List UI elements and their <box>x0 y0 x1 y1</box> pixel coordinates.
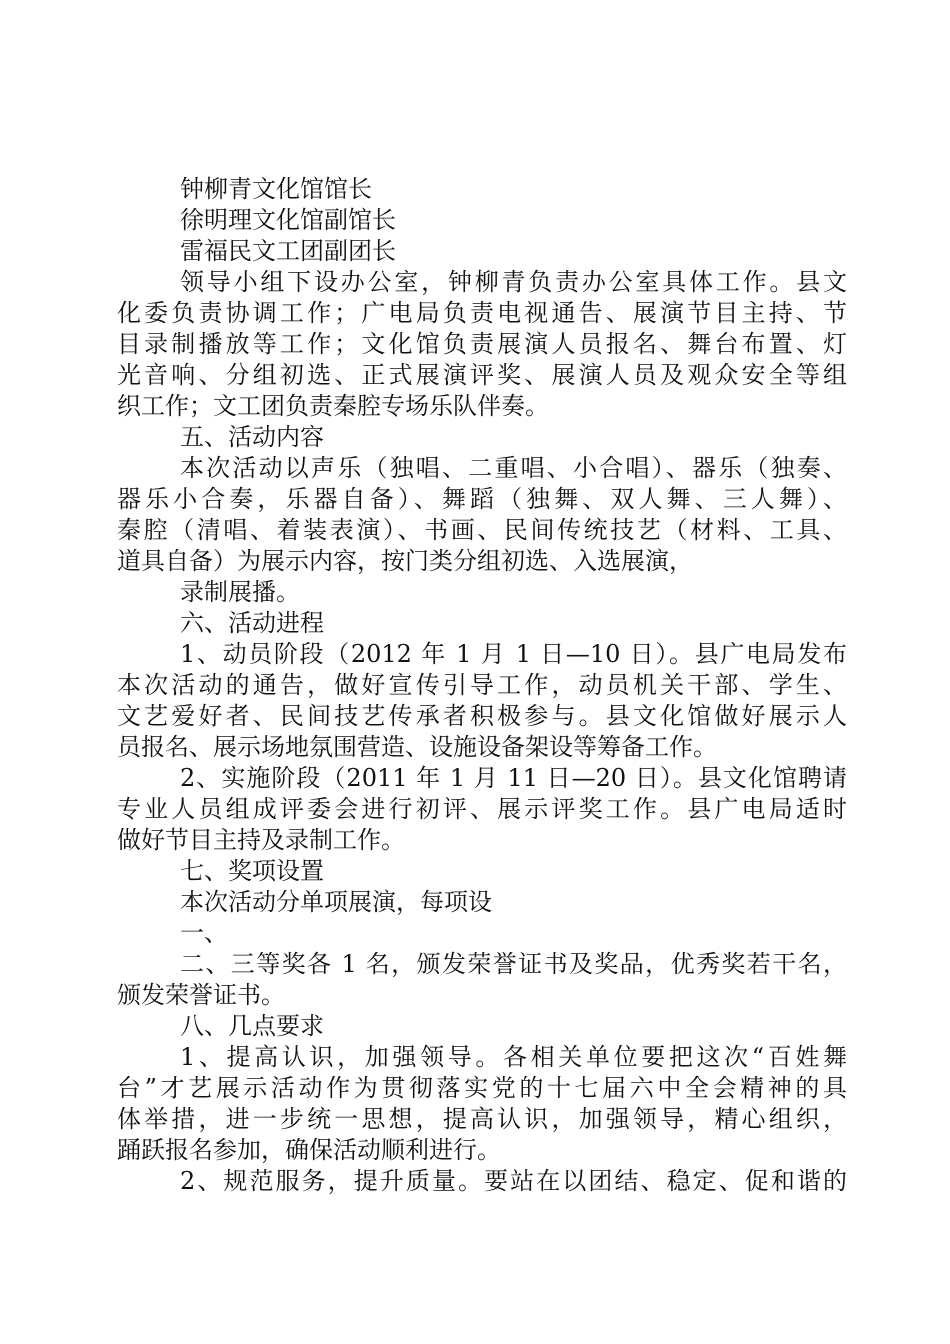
text-line: 徐明理文化馆副馆长 <box>180 206 396 234</box>
text-line: 专业人员组成评委会进行初评、展示评奖工作。县广电局适时 <box>117 795 847 823</box>
text-line: 2、实施阶段（2011 年 1 月 11 日—20 日）。县文化馆聘请 <box>180 764 847 792</box>
text-line: 光音响、分组初选、正式展演评奖、展演人员及观众安全等组 <box>117 361 847 389</box>
text-line: 化委负责协调工作；广电局负责电视通告、展演节目主持、节 <box>117 299 847 327</box>
text-line: 钟柳青文化馆馆长 <box>180 175 372 203</box>
text-line: 台”才艺展示活动作为贯彻落实党的十七届六中全会精神的具 <box>117 1074 847 1102</box>
text-line: 道具自备）为展示内容，按门类分组初选、入选展演， <box>117 547 693 575</box>
text-line: 踊跃报名参加，确保活动顺利进行。 <box>117 1136 501 1164</box>
text-line: 本次活动的通告，做好宣传引导工作，动员机关干部、学生、 <box>117 671 847 699</box>
text-line: 二、三等奖各 1 名，颁发荣誉证书及奖品，优秀奖若干名， <box>180 950 847 978</box>
text-line: 八、几点要求 <box>180 1012 324 1040</box>
text-line: 织工作；文工团负责秦腔专场乐队伴奏。 <box>117 392 549 420</box>
text-line: 1、动员阶段（2012 年 1 月 1 日—10 日）。县广电局发布 <box>180 640 847 668</box>
text-line: 七、奖项设置 <box>180 857 324 885</box>
text-line: 本次活动以声乐（独唱、二重唱、小合唱）、器乐（独奏、 <box>180 454 847 482</box>
text-line: 一、 <box>180 919 228 947</box>
text-line: 领导小组下设办公室，钟柳青负责办公室具体工作。县文 <box>180 268 847 296</box>
text-line: 六、活动进程 <box>180 609 324 637</box>
text-line: 目录制播放等工作；文化馆负责展演人员报名、舞台布置、灯 <box>117 330 847 358</box>
text-line: 2、规范服务，提升质量。要站在以团结、稳定、促和谐的 <box>180 1167 847 1195</box>
text-line: 做好节目主持及录制工作。 <box>117 826 405 854</box>
text-line: 秦腔（清唱、着装表演）、书画、民间传统技艺（材料、工具、 <box>117 516 847 544</box>
text-line: 1、提高认识，加强领导。各相关单位要把这次“百姓舞 <box>180 1043 847 1071</box>
text-line: 五、活动内容 <box>180 423 324 451</box>
text-line: 雷福民文工团副团长 <box>180 237 396 265</box>
text-line: 器乐小合奏，乐器自备）、舞蹈（独舞、双人舞、三人舞）、 <box>117 485 847 513</box>
text-line: 文艺爱好者、民间技艺传承者积极参与。县文化馆做好展示人 <box>117 702 847 730</box>
document-body <box>117 174 847 1197</box>
text-line: 体举措，进一步统一思想，提高认识，加强领导，精心组织， <box>117 1105 847 1133</box>
text-line: 本次活动分单项展演，每项设 <box>180 888 492 916</box>
text-line: 颁发荣誉证书。 <box>117 981 285 1009</box>
text-line: 录制展播。 <box>180 578 300 606</box>
text-line: 员报名、展示场地氛围营造、设施设备架设等筹备工作。 <box>117 733 717 761</box>
